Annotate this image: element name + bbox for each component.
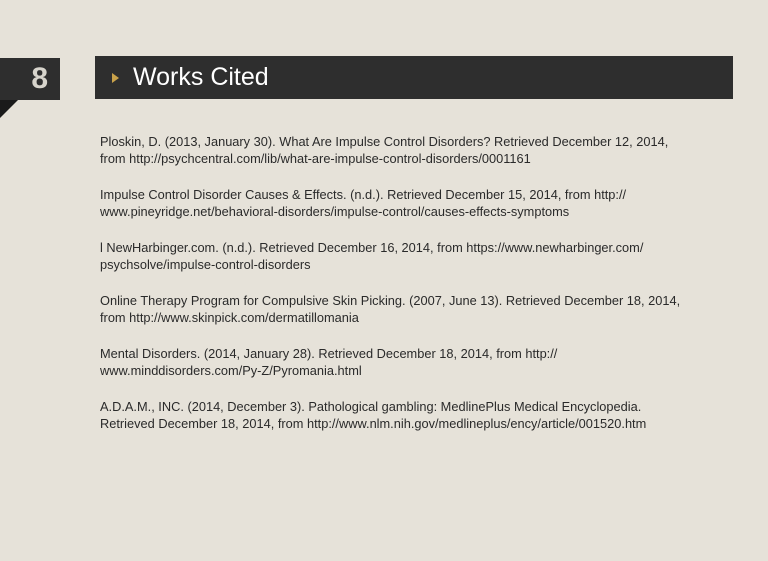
- reference-item: [100, 398, 725, 432]
- slide-title: Works Cited: [133, 63, 269, 91]
- reference-line: Retrieved December 18, 2014, from http://www.nlm.nih.gov/medlineplus/ency/article/001520.htm: [100, 416, 647, 431]
- reference-line: l NewHarbinger.com. (n.d.). Retrieved December 16, 2014, from https://www.newharbinger.com/: [100, 240, 644, 255]
- reference-line: A.D.A.M., INC. (2014, December 3). Pathological gambling: MedlinePlus Medical Encyclopedia.: [100, 399, 642, 414]
- reference-item: [100, 345, 725, 379]
- slide-number: 8: [0, 58, 60, 100]
- reference-line: psychsolve/impulse-control-disorders: [100, 257, 311, 272]
- reference-item: [100, 133, 725, 167]
- reference-line: www.minddisorders.com/Py-Z/Pyromania.html: [100, 363, 362, 378]
- reference-line: Mental Disorders. (2014, January 28). Retrieved December 18, 2014, from http://: [100, 346, 558, 361]
- reference-line: from http://psychcentral.com/lib/what-are-impulse-control-disorders/0001161: [100, 151, 531, 166]
- reference-item: [100, 186, 725, 220]
- reference-line: Impulse Control Disorder Causes & Effects. (n.d.). Retrieved December 15, 2014, from http://: [100, 187, 627, 202]
- references-list: [100, 133, 725, 451]
- reference-item: [100, 239, 725, 273]
- reference-line: from http://www.skinpick.com/dermatillomania: [100, 310, 359, 325]
- slide-number-fold: [0, 100, 18, 118]
- reference-line: Online Therapy Program for Compulsive Skin Picking. (2007, June 13). Retrieved December 18, 2014,: [100, 293, 681, 308]
- title-bar: [95, 56, 733, 99]
- triangle-bullet-icon: [112, 73, 119, 83]
- reference-item: [100, 292, 725, 326]
- reference-line: www.pineyridge.net/behavioral-disorders/impulse-control/causes-effects-symptoms: [100, 204, 570, 219]
- reference-line: Ploskin, D. (2013, January 30). What Are Impulse Control Disorders? Retrieved December 12, 2014,: [100, 134, 669, 149]
